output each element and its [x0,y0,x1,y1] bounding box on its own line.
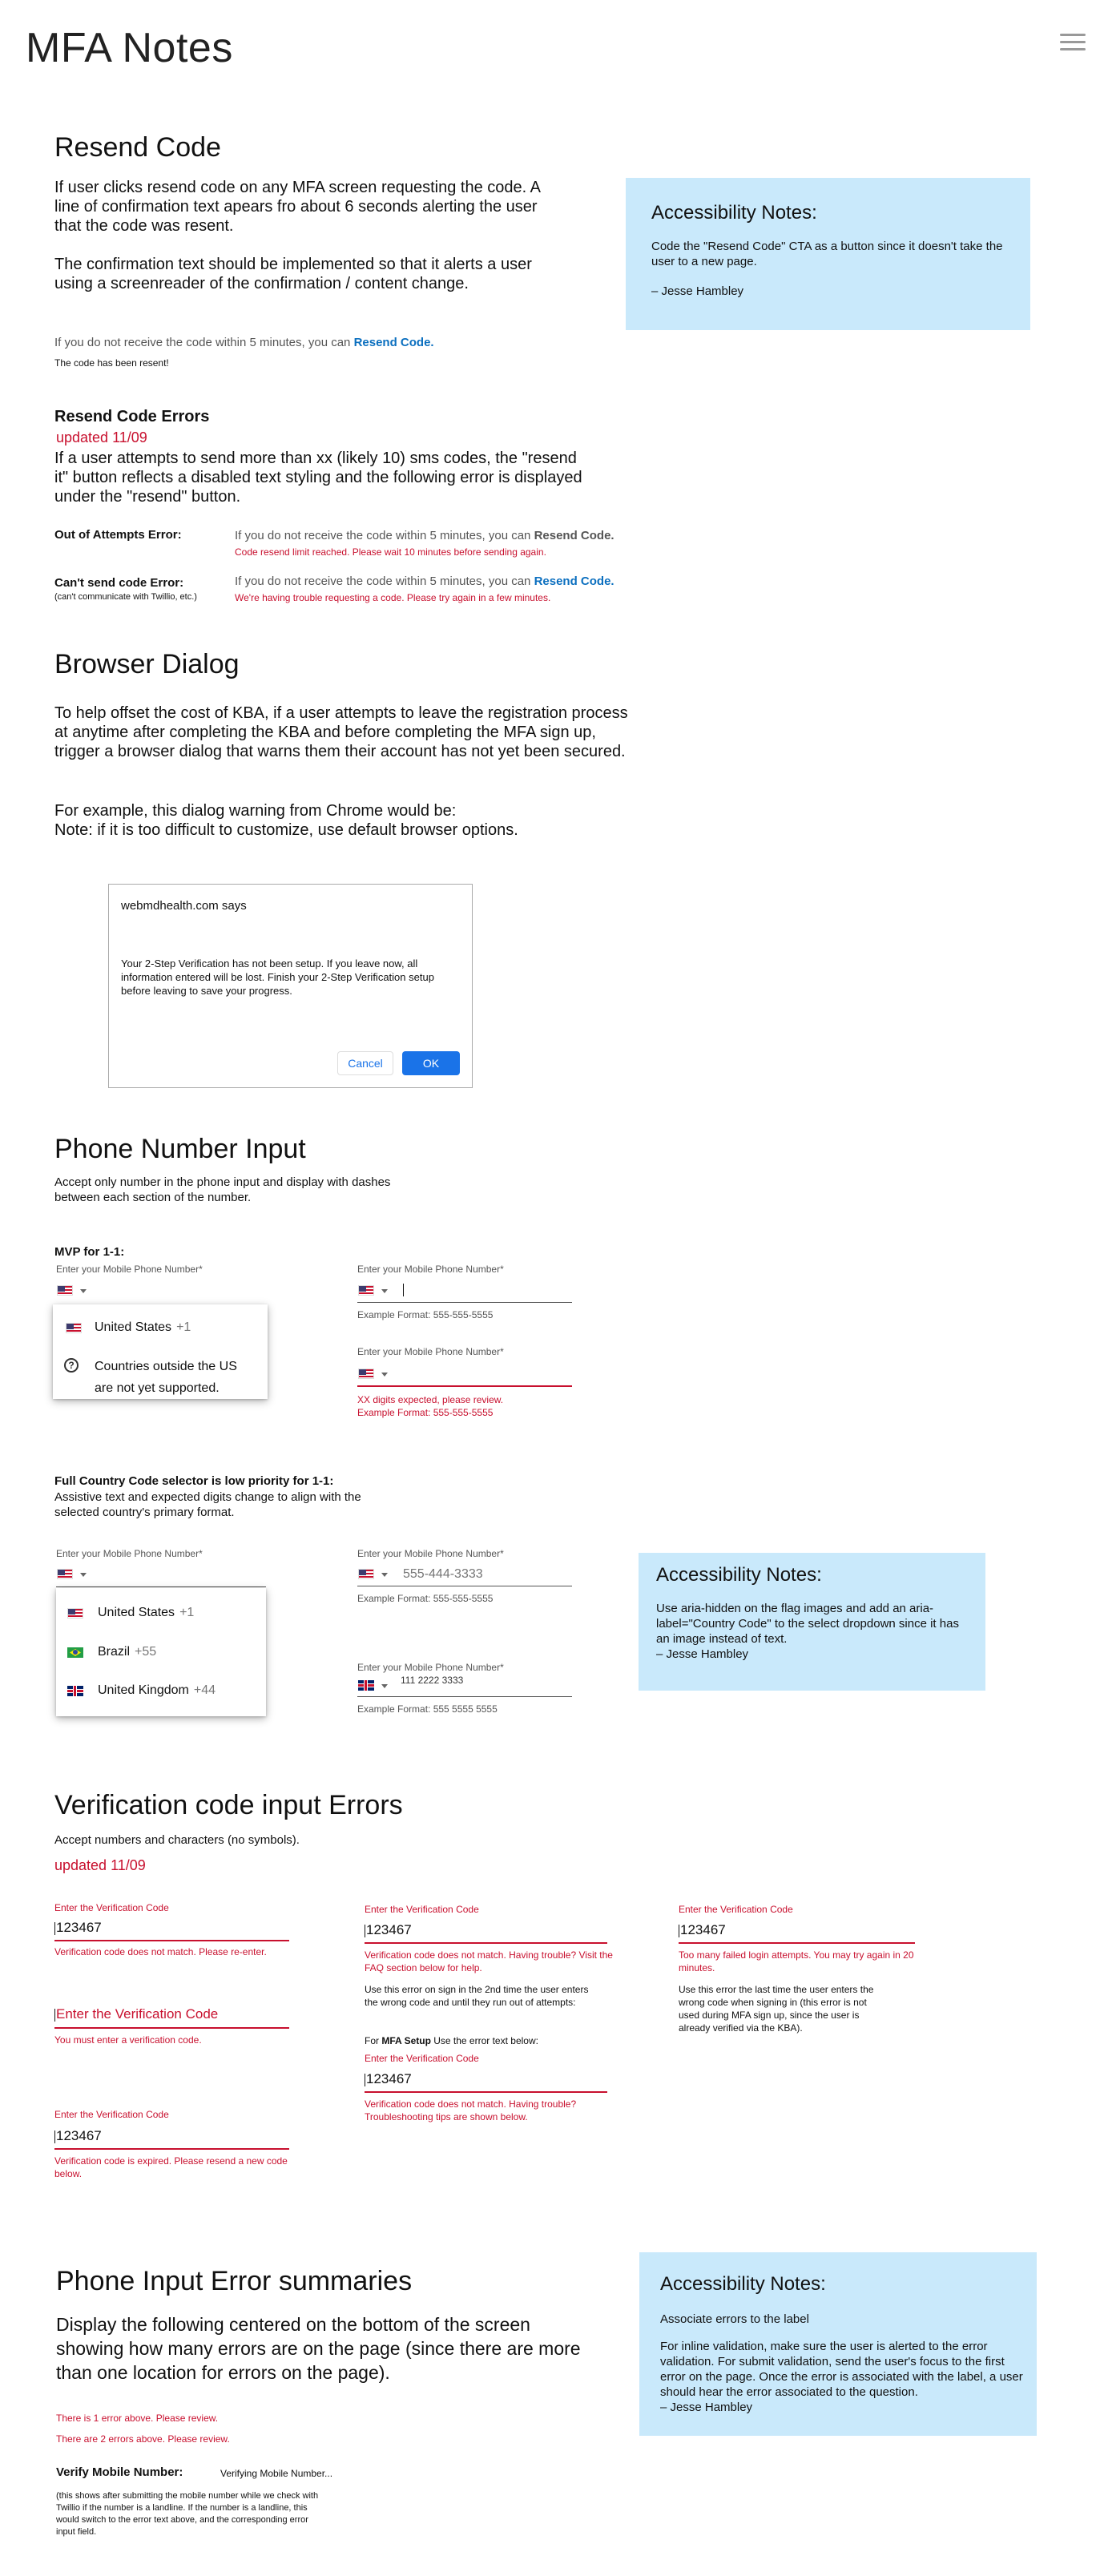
dialog-cancel-button[interactable]: Cancel [337,1051,393,1075]
brazil-flag-icon [67,1647,83,1658]
verify-input-tips[interactable] [365,2071,412,2087]
dropdown-option-brazil[interactable] [98,1645,156,1659]
input-underline [56,1586,266,1587]
option-us-code: +1 [176,1320,191,1334]
verify-error-mismatch: Verification code does not match. Please re-enter. [54,1946,267,1957]
option-us-label: United States [95,1320,172,1334]
verify-value: 123467 [680,1922,726,1937]
chevron-down-icon[interactable] [80,1573,87,1577]
verify-input-expired[interactable] [54,2128,102,2144]
verify-input[interactable] [54,1920,102,1936]
verify-error-faq: Verification code does not match. Having trouble? Visit the FAQ section below for help. [365,1949,613,1973]
input-underline [357,1696,572,1697]
dropdown-option-us[interactable] [95,1320,191,1335]
verify-value: 123467 [366,1922,412,1937]
verify-desc: Accept numbers and characters (no symbols). [54,1833,300,1847]
page-title: MFA Notes [26,25,233,71]
note-title: Accessibility Notes: [651,202,817,224]
verify-updated: updated 11/09 [54,1857,146,1873]
resend-confirmation: The code has been resent! [54,357,169,369]
dialog-ok-button[interactable]: OK [402,1051,460,1075]
input-underline-error [365,2091,607,2093]
note-title: Accessibility Notes: [660,2273,826,2295]
example-format: Example Format: 555-555-5555 [357,1309,494,1320]
summary-one-error: There is 1 error above. Please review. [56,2413,219,2424]
note-body-1: Associate errors to the label [660,2312,809,2326]
us-flag-icon [57,1569,73,1579]
verify-error-tips: Verification code does not match. Having trouble? Troubleshooting tips are shown below. [365,2098,577,2122]
phone-field-label: Enter your Mobile Phone Number* [56,1264,203,1275]
phone-field-label: Enter your Mobile Phone Number* [357,1264,504,1275]
dialog-site: webmdhealth.com says [121,899,247,913]
resend-errors-desc: If a user attempts to send more than xx (likely 10) sms codes, the "resend it" button reflects a disabled text styling and the following error is displayed under the "resend" button. [54,449,582,506]
resend-desc-2: The confirmation text should be implemented so that it alerts a user using a screenreader of the confirmation / content change. [54,256,532,292]
note-body: Code the "Resend Code" CTA as a button since it doesn't take the user to a new page. [651,240,1003,268]
verify-error-empty: You must enter a verification code. [54,2034,202,2046]
resend-code-link[interactable]: Resend Code. [353,336,434,349]
full-selector-desc: Assistive text and expected digits change to align with the selected country's primary format. [54,1490,361,1519]
option-br-code: +55 [135,1645,157,1659]
browser-desc-3: Note: if it is too difficult to customize, use default browser options. [54,821,518,839]
us-flag-icon [66,1323,82,1333]
option-us-code: +1 [179,1606,195,1619]
cant-send-text [235,574,614,589]
resend-desc-1: If user clicks resend code on any MFA screen requesting the code. A line of confirmation text apears fro about 6 seconds alerting the user that the code was resent. [54,179,540,235]
verify-mobile-note: (this shows after submitting the mobile number while we check with Twillio if the number is a landline. If the number is a landline, this would switch to the error text above, and the corresponding error input field. [56,2491,319,2537]
resend-code-disabled: Resend Code. [534,529,614,542]
accessibility-note-resend [626,178,1030,330]
resend-errors-updated: updated 11/09 [56,429,147,445]
question-icon: ? [64,1358,79,1373]
verify-value: 123467 [56,2128,102,2143]
phone-field-label: Enter your Mobile Phone Number* [357,1346,504,1357]
note-author: – Jesse Hambley [651,284,744,298]
verify-title: Verification code input Errors [54,1790,403,1820]
summary-two-errors: There are 2 errors above. Please review. [56,2433,230,2445]
option-uk-code: +44 [193,1683,216,1697]
note-title: Accessibility Notes: [656,1564,822,1586]
input-underline-error [54,2027,289,2029]
phone-field-label: Enter your Mobile Phone Number* [357,1548,504,1559]
input-underline-error [365,1942,607,1944]
input-underline-error [54,2148,289,2150]
chevron-down-icon[interactable] [381,1573,388,1577]
verify-label: Enter the Verification Code [365,2053,479,2064]
accessibility-note-summaries [639,2252,1037,2436]
summaries-title: Phone Input Error summaries [56,2266,413,2296]
chevron-down-icon[interactable] [80,1289,87,1293]
input-underline [357,1302,572,1303]
chevron-down-icon[interactable] [381,1289,388,1293]
note-author: – Jesse Hambley [656,1647,749,1661]
out-of-attempts-label: Out of Attempts Error: [54,528,182,542]
note-body: Use aria-hidden on the flag images and add an aria-label="Country Code" to the select dropdown since it has an image instead of text. [656,1602,959,1646]
dropdown-option-unsupported: Countries outside the US are not yet supported. [95,1360,237,1395]
cant-send-label: Can't send code Error: [54,576,184,590]
phone-input-error[interactable] [403,1365,571,1381]
verify-input-failed[interactable] [679,1922,726,1938]
resend-demo-text: If you do not receive the code within 5 minutes, you can [54,336,354,349]
cant-send-sub: (can't communicate with Twillio, etc.) [54,592,197,602]
note-author: – Jesse Hambley [660,2401,753,2414]
digits-error-example: Example Format: 555-555-5555 [357,1407,494,1418]
resend-demo [54,335,434,350]
verify-input-empty[interactable] [54,2006,218,2022]
verify-label: Enter the Verification Code [54,1902,169,1913]
digits-error: XX digits expected, please review. [357,1394,504,1405]
mfa-setup-note [365,2035,538,2046]
verify-label: Enter the Verification Code [679,1904,793,1915]
phone-input-uk[interactable]: 111 2222 3333 [401,1675,464,1686]
verifying-mobile-text: Verifying Mobile Number... [220,2468,333,2479]
mfa-suffix: Use the error text below: [430,2035,538,2046]
browser-desc-2: For example, this dialog warning from Chrome would be: [54,802,457,820]
option-us-label: United States [98,1606,175,1619]
country-dropdown [53,1304,268,1399]
chevron-down-icon[interactable] [381,1373,388,1377]
menu-icon[interactable] [1060,34,1086,55]
phone-field-label: Enter your Mobile Phone Number* [357,1662,504,1673]
phone-field-label: Enter your Mobile Phone Number* [56,1548,203,1559]
out-of-attempts-error: Code resend limit reached. Please wait 10 minutes before sending again. [235,546,546,558]
browser-title: Browser Dialog [54,649,240,679]
verify-error-failed: Too many failed login attempts. You may try again in 20 minutes. [679,1949,914,1973]
cant-text: If you do not receive the code within 5 minutes, you can [235,574,534,588]
input-underline-error [357,1385,572,1387]
resend-code-link-2[interactable]: Resend Code. [534,574,614,588]
mvp-label: MVP for 1-1: [54,1245,125,1259]
phone-input[interactable] [403,1283,571,1299]
uk-flag-icon [67,1686,83,1696]
mfa-bold: MFA Setup [381,2035,431,2046]
us-flag-icon [358,1569,374,1579]
us-flag-icon [57,1285,73,1296]
option-br-label: Brazil [98,1645,131,1659]
summaries-desc: Display the following centered on the bottom of the screen showing how many errors are on the page (since there are more than one location for errors on the page). [56,2314,581,2383]
verify-mobile-label: Verify Mobile Number: [56,2465,183,2479]
verify-label: Enter the Verification Code [365,1904,479,1915]
country-dropdown-full [56,1588,266,1716]
us-flag-icon [358,1369,374,1379]
option-uk-label: United Kingdom [98,1683,189,1697]
verify-error-expired: Verification code is expired. Please resend a new code below. [54,2155,288,2179]
accessibility-note-phone [639,1553,985,1691]
out-of-attempts-text [235,528,614,543]
verify-label: Enter the Verification Code [54,2109,169,2120]
dropdown-option-us[interactable] [98,1606,194,1620]
full-selector-label: Full Country Code selector is low priority for 1-1: [54,1474,334,1488]
verify-value: 123467 [366,2071,412,2086]
browser-desc-1: To help offset the cost of KBA, if a user attempts to leave the registration process at anytime after completing the KBA and before completing the MFA sign up, trigger a browser dialog that warns them their account has not yet been secured. [54,704,628,760]
example-format-uk: Example Format: 555 5555 5555 [357,1703,498,1715]
verify-faq-note: Use this error on sign in the 2nd time the user enters the wrong code and until they run out of attempts: [365,1984,589,2008]
us-flag-icon [67,1608,83,1619]
uk-flag-icon [358,1680,374,1691]
out-text: If you do not receive the code within 5 minutes, you can [235,529,534,542]
input-underline-error [679,1942,915,1944]
input-underline-error [54,1940,289,1941]
example-format-us: Example Format: 555-555-5555 [357,1593,494,1604]
note-body-2: For inline validation, make sure the user is alerted to the error validation. For submit validation, send the user's focus to the first error on the page. Once the error is associated with the label, a user should hear the error associated to the question. [660,2340,1023,2399]
resend-errors-title: Resend Code Errors [54,408,210,425]
verify-placeholder: Enter the Verification Code [56,2006,219,2022]
verify-input-faq[interactable] [365,1922,412,1938]
dialog-message: Your 2-Step Verification has not been setup. If you leave now, all information entered will be lost. Finish your 2-Step Verification setup before leaving to save your progress. [121,957,434,997]
mfa-prefix: For [365,2035,382,2046]
cant-send-error: We're having trouble requesting a code. Please try again in a few minutes. [235,592,551,603]
chevron-down-icon[interactable] [381,1684,388,1688]
dropdown-option-uk[interactable] [98,1683,216,1698]
phone-desc: Accept only number in the phone input and display with dashes between each section of the number. [54,1175,391,1204]
verify-value: 123467 [56,1920,102,1935]
browser-dialog [108,884,473,1088]
resend-title: Resend Code [54,132,221,163]
phone-input-us[interactable] [403,1566,563,1583]
us-flag-icon [358,1285,374,1296]
verify-failed-note: Use this error the last time the user enters the wrong code when signing in (this error is not used during MFA sign up, since the user is already verified via the KBA). [679,1984,874,2034]
phone-title: Phone Number Input [54,1134,306,1164]
